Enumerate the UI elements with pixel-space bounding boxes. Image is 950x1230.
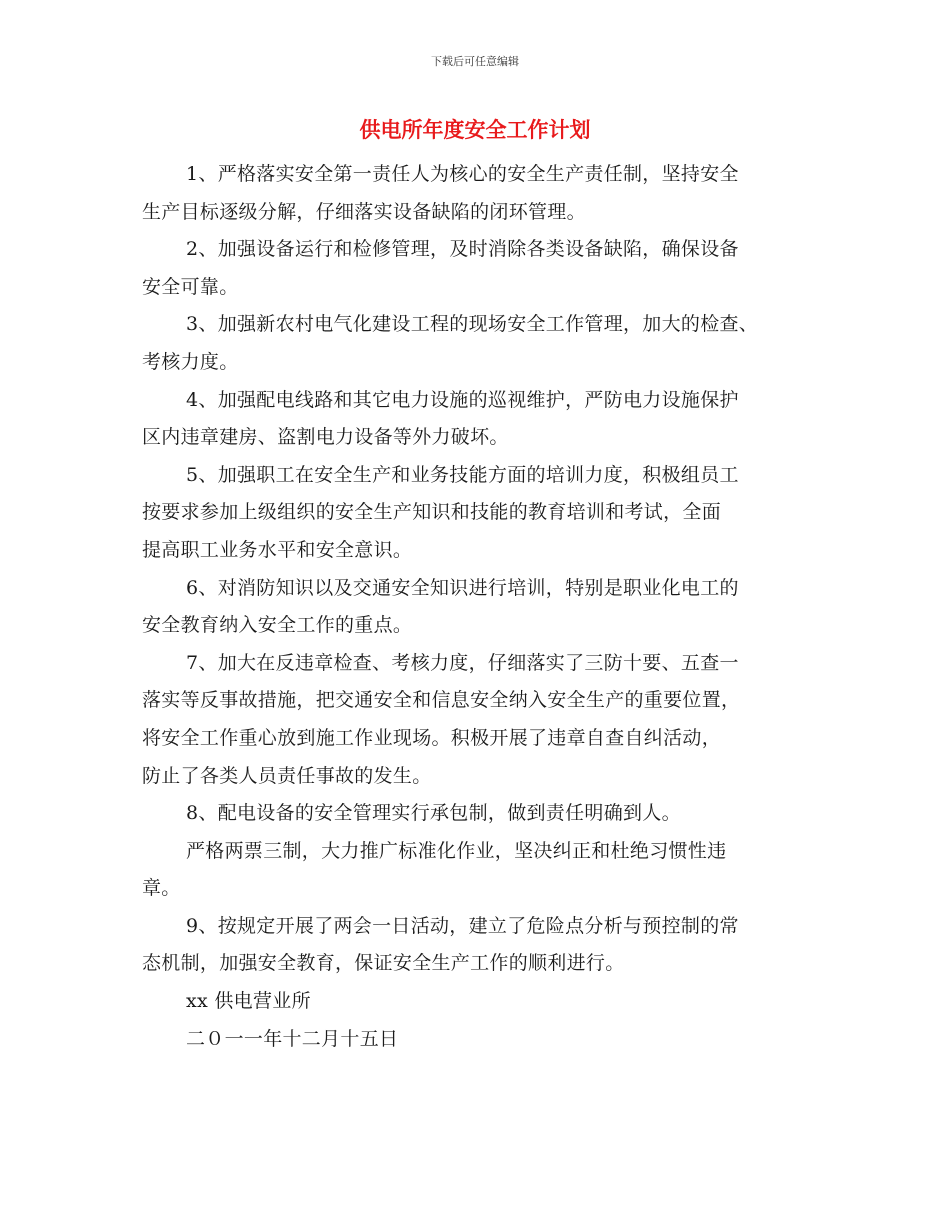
text-line: 4、加强配电线路和其它电力设施的巡视维护，严防电力设施保护 [186,388,739,411]
document-title: 供电所年度安全工作计划 [359,118,591,142]
text-line: 3、加强新农村电气化建设工程的现场安全工作管理，加大的检查、 [186,313,759,336]
text-line: 生产目标逐级分解，仔细落实设备缺陷的闭环管理。 [142,200,586,223]
header-note: 下载后可任意编辑 [431,55,519,68]
text-line: 区内违章建房、盗割电力设备等外力破坏。 [142,426,509,449]
text-line: xx 供电营业所 [186,990,311,1013]
text-line: 安全可靠。 [142,275,239,298]
text-line: 9、按规定开展了两会一日活动，建立了危险点分析与预控制的常 [186,914,739,937]
text-line: 按要求参加上级组织的安全生产知识和技能的教育培训和考试，全面 [142,501,722,524]
text-line: 严格两票三制，大力推广标准化作业，坚决纠正和杜绝习惯性违 [186,839,727,862]
text-line: 5、加强职工在安全生产和业务技能方面的培训力度，积极组员工 [186,463,739,486]
text-line: 考核力度。 [142,350,239,373]
text-line: 2、加强设备运行和检修管理，及时消除各类设备缺陷，确保设备 [186,238,739,261]
text-line: 将安全工作重心放到施工作业现场。积极开展了违章自查自纠活动， [142,726,722,749]
text-line: 6、对消防知识以及交通安全知识进行培训，特别是职业化电工的 [186,576,739,599]
text-line: 8、配电设备的安全管理实行承包制，做到责任明确到人。 [186,802,681,825]
text-line: 1、严格落实安全第一责任人为核心的安全生产责任制，坚持安全 [186,163,739,185]
text-line: 落实等反事故措施，把交通安全和信息安全纳入安全生产的重要位置， [142,689,741,712]
text-line: 安全教育纳入安全工作的重点。 [142,614,413,637]
text-line: 7、加大在反违章检查、考核力度，仔细落实了三防十要、五查一 [186,651,739,674]
text-line: 章。 [142,877,181,900]
document-body [142,156,812,1058]
text-line: 防止了各类人员责任事故的发生。 [142,764,432,787]
text-line: 提高职工业务水平和安全意识。 [142,538,413,561]
text-line: 态机制，加强安全教育，保证安全生产工作的顺利进行。 [142,952,625,975]
text-line: 二０一一年十二月十五日 [186,1027,399,1050]
